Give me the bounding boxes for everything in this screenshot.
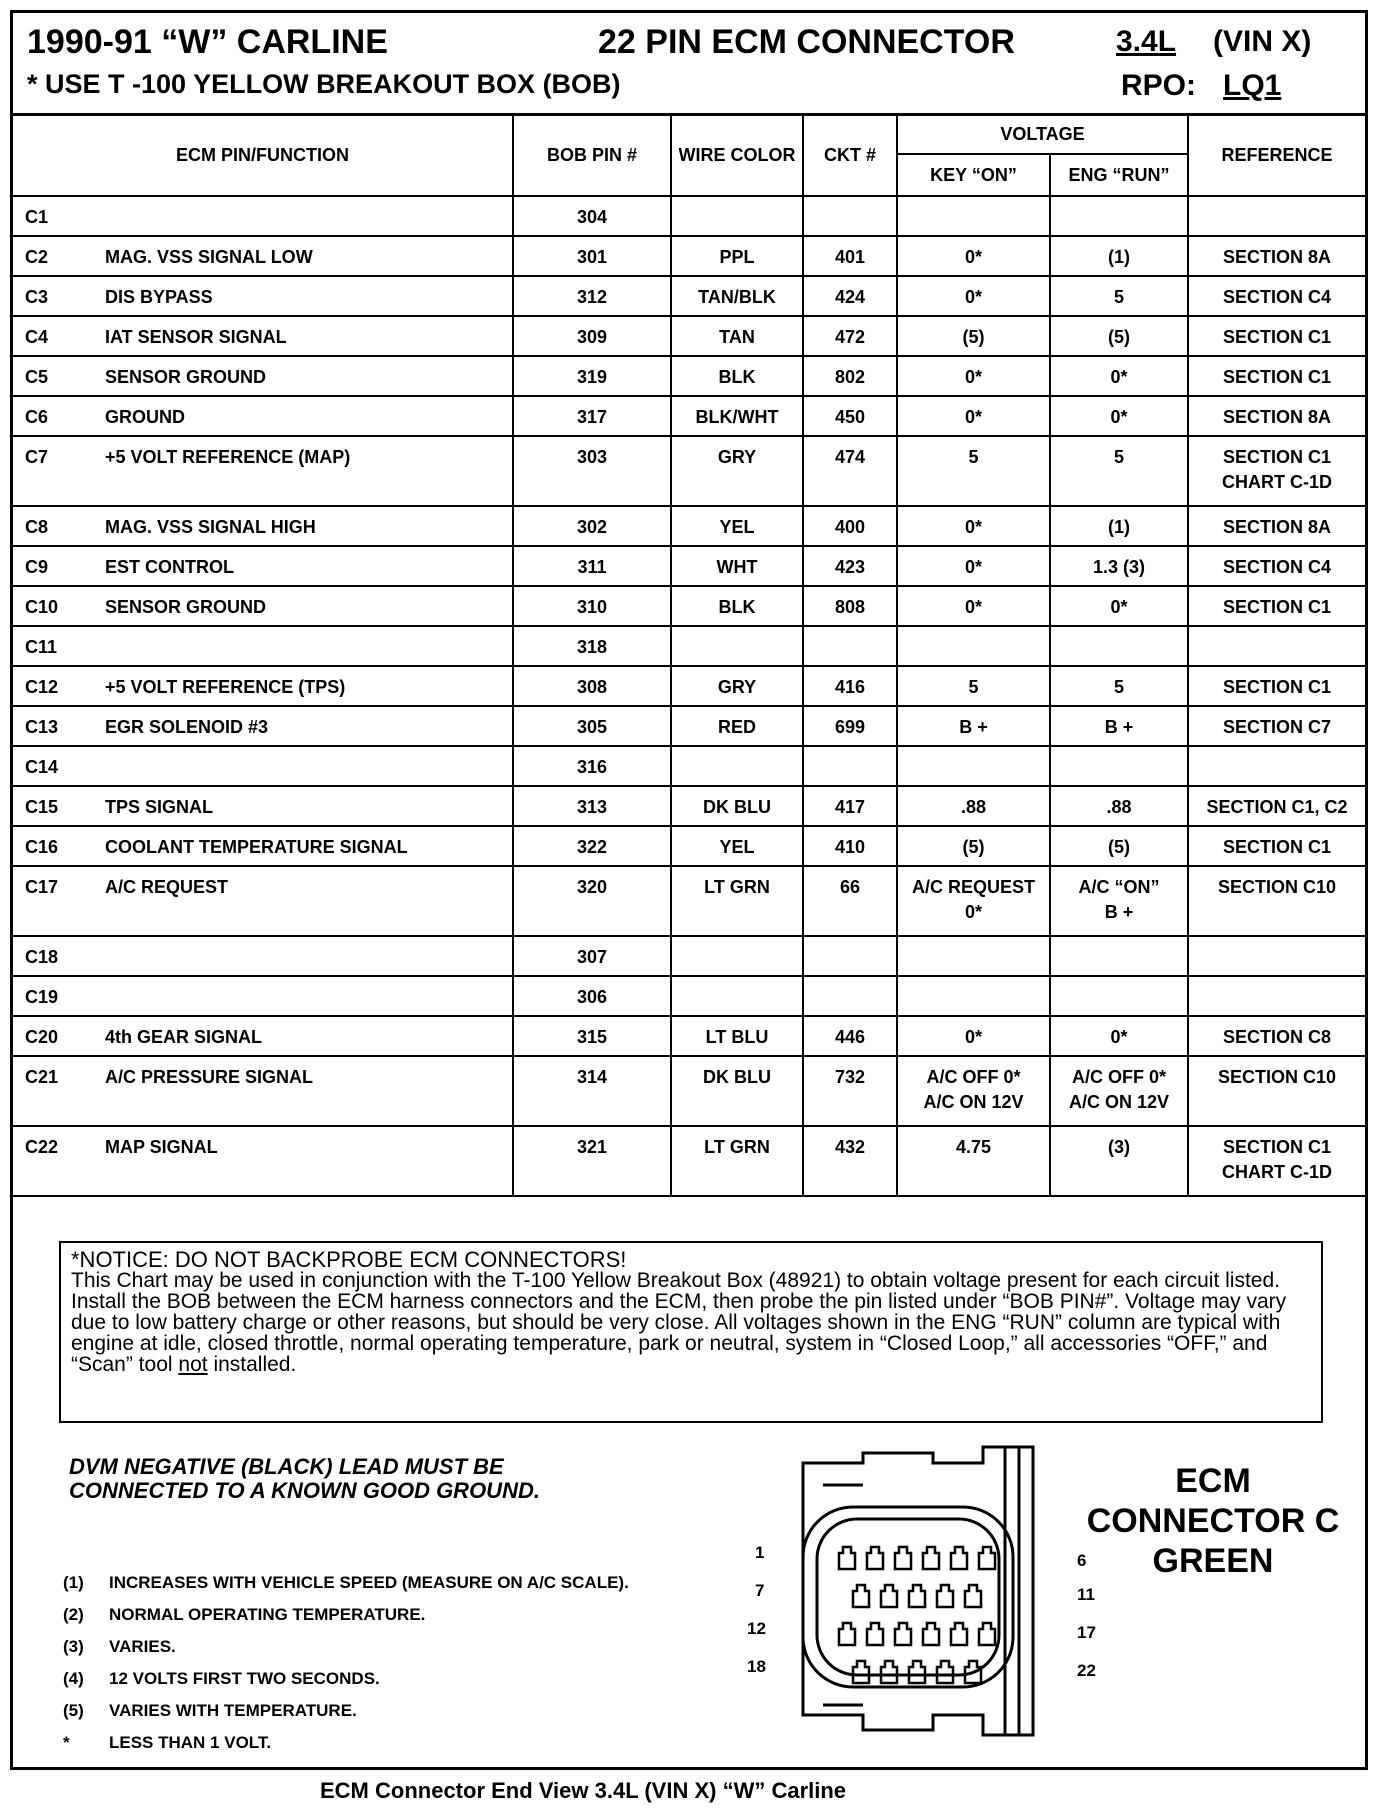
connector-cavity xyxy=(937,1585,953,1607)
eng-run-voltage: 5 xyxy=(1050,276,1188,316)
reference xyxy=(1188,196,1365,236)
bob-pin: 316 xyxy=(513,746,671,786)
pin-label-11: 11 xyxy=(1077,1585,1095,1604)
wire-color xyxy=(671,626,803,666)
table-row xyxy=(13,586,1365,626)
reference: SECTION 8A xyxy=(1188,396,1365,436)
wire-color: BLK xyxy=(671,586,803,626)
key-on-voltage xyxy=(897,626,1050,666)
eng-run-voltage xyxy=(1050,976,1188,1016)
connector-cavity xyxy=(853,1661,869,1683)
footnote: (3) VARIES. xyxy=(63,1637,176,1656)
connector-cavity xyxy=(909,1661,925,1683)
bob-pin: 312 xyxy=(513,276,671,316)
bob-pin: 307 xyxy=(513,936,671,976)
pin-function: C2 MAG. VSS SIGNAL LOW xyxy=(13,236,513,276)
connector-diagram xyxy=(783,1445,1083,1745)
connector-cavity xyxy=(881,1585,897,1607)
key-on-voltage: 0* xyxy=(897,356,1050,396)
wire-color: LT GRN xyxy=(671,866,803,936)
carline-title: 1990-91 “W” CARLINE xyxy=(27,23,388,61)
connector-label: ECM CONNECTOR C GREEN xyxy=(1086,1462,1340,1580)
eng-run-voltage xyxy=(1050,936,1188,976)
pin-function: C5 SENSOR GROUND xyxy=(13,356,513,396)
key-on-voltage: .88 xyxy=(897,786,1050,826)
bob-pin: 311 xyxy=(513,546,671,586)
connector-cavity xyxy=(895,1547,911,1569)
table-row xyxy=(13,866,1365,936)
key-on-voltage xyxy=(897,746,1050,786)
wire-color xyxy=(671,976,803,1016)
notice-body: This Chart may be used in conjunction with the T-100 Yellow Breakout Box (48921) to obtain voltage present for each circuit listed. Install the BOB between the ECM harness connectors and the ECM, then probe the pin listed under “BOB PIN#”. Voltage may vary due to low battery charge or other reasons, but should be very close. All voltages shown in the ENG “RUN” column are typical with engine at idle, closed throttle, normal operating temperature, park or neutral, system in “Closed Loop,” all accessories “OFF,” and “Scan” tool not installed. xyxy=(71,1269,1287,1376)
eng-run-voltage: 0* xyxy=(1050,396,1188,436)
wire-color xyxy=(671,936,803,976)
wire-color: DK BLU xyxy=(671,1056,803,1126)
bob-pin: 302 xyxy=(513,506,671,546)
eng-run-voltage: 0* xyxy=(1050,356,1188,396)
notice-box xyxy=(59,1241,1323,1423)
eng-run-voltage: 1.3 (3) xyxy=(1050,546,1188,586)
bob-pin: 315 xyxy=(513,1016,671,1056)
eng-run-voltage: 5 xyxy=(1050,666,1188,706)
pin-function: C17 A/C REQUEST xyxy=(13,866,513,936)
ckt-number: 450 xyxy=(803,396,897,436)
key-on-voltage: 5 xyxy=(897,666,1050,706)
reference: SECTION 8A xyxy=(1188,506,1365,546)
connector-cavity xyxy=(839,1547,855,1569)
footnote: (5) VARIES WITH TEMPERATURE. xyxy=(63,1701,357,1720)
table-row xyxy=(13,546,1365,586)
pin-label-1: 1 xyxy=(755,1543,765,1562)
bob-pin: 314 xyxy=(513,1056,671,1126)
wire-color: YEL xyxy=(671,826,803,866)
key-on-voltage: 0* xyxy=(897,586,1050,626)
dvm-warning: DVM NEGATIVE (BLACK) LEAD MUST BE CONNECTED TO A KNOWN GOOD GROUND. xyxy=(69,1454,540,1503)
pin-function: C13 EGR SOLENOID #3 xyxy=(13,706,513,746)
bob-pin: 309 xyxy=(513,316,671,356)
bob-pin: 301 xyxy=(513,236,671,276)
bob-pin: 322 xyxy=(513,826,671,866)
ckt-number: 808 xyxy=(803,586,897,626)
table-row xyxy=(13,396,1365,436)
pin-function: C7 +5 VOLT REFERENCE (MAP) xyxy=(13,436,513,506)
ckt-number xyxy=(803,976,897,1016)
key-on-voltage xyxy=(897,196,1050,236)
table-row xyxy=(13,706,1365,746)
reference: SECTION C1 CHART C-1D xyxy=(1188,1126,1365,1196)
pin-function: C20 4th GEAR SIGNAL xyxy=(13,1016,513,1056)
pin-label-7: 7 xyxy=(755,1581,765,1600)
eng-run-voltage: 5 xyxy=(1050,436,1188,506)
bob-pin: 313 xyxy=(513,786,671,826)
eng-run-voltage xyxy=(1050,196,1188,236)
col-voltage: VOLTAGE xyxy=(897,114,1188,154)
key-on-voltage: A/C OFF 0* A/C ON 12V xyxy=(897,1056,1050,1126)
wire-color: WHT xyxy=(671,546,803,586)
connector-cavity xyxy=(867,1547,883,1569)
key-on-voltage: 0* xyxy=(897,236,1050,276)
ckt-number: 699 xyxy=(803,706,897,746)
connector-cavity xyxy=(937,1661,953,1683)
pin-function: C8 MAG. VSS SIGNAL HIGH xyxy=(13,506,513,546)
rpo-label: RPO: xyxy=(1121,69,1196,102)
eng-run-voltage: A/C “ON” B + xyxy=(1050,866,1188,936)
reference: SECTION C1 CHART C-1D xyxy=(1188,436,1365,506)
key-on-voltage: B + xyxy=(897,706,1050,746)
key-on-voltage xyxy=(897,936,1050,976)
eng-run-voltage xyxy=(1050,626,1188,666)
vin-code: (VIN X) xyxy=(1213,25,1312,58)
connector-title: 22 PIN ECM CONNECTOR xyxy=(598,23,1015,61)
key-on-voltage: A/C REQUEST 0* xyxy=(897,866,1050,936)
bob-pin: 320 xyxy=(513,866,671,936)
bob-pin: 304 xyxy=(513,196,671,236)
table-row xyxy=(13,196,1365,236)
reference: SECTION 8A xyxy=(1188,236,1365,276)
pin-function: C21 A/C PRESSURE SIGNAL xyxy=(13,1056,513,1126)
wire-color: BLK/WHT xyxy=(671,396,803,436)
eng-run-voltage: A/C OFF 0* A/C ON 12V xyxy=(1050,1056,1188,1126)
reference xyxy=(1188,976,1365,1016)
notice-title: *NOTICE: DO NOT BACKPROBE ECM CONNECTORS! xyxy=(71,1247,627,1272)
reference: SECTION C1, C2 xyxy=(1188,786,1365,826)
table-row xyxy=(13,1016,1365,1056)
reference: SECTION C10 xyxy=(1188,866,1365,936)
header xyxy=(13,13,1365,116)
ckt-number: 424 xyxy=(803,276,897,316)
wire-color: LT GRN xyxy=(671,1126,803,1196)
bob-pin: 310 xyxy=(513,586,671,626)
pin-label-18: 18 xyxy=(747,1657,766,1676)
pin-function: C16 COOLANT TEMPERATURE SIGNAL xyxy=(13,826,513,866)
key-on-voltage: (5) xyxy=(897,826,1050,866)
eng-run-voltage: (3) xyxy=(1050,1126,1188,1196)
ckt-number: 432 xyxy=(803,1126,897,1196)
table-row xyxy=(13,356,1365,396)
eng-run-voltage: B + xyxy=(1050,706,1188,746)
pin-function: C14 xyxy=(13,746,513,786)
reference: SECTION C1 xyxy=(1188,826,1365,866)
col-key-on: KEY “ON” xyxy=(897,154,1050,196)
ckt-number: 423 xyxy=(803,546,897,586)
pin-function: C10 SENSOR GROUND xyxy=(13,586,513,626)
table-row xyxy=(13,626,1365,666)
reference: SECTION C8 xyxy=(1188,1016,1365,1056)
col-wire-color: WIRE COLOR xyxy=(671,114,803,196)
wire-color: PPL xyxy=(671,236,803,276)
ckt-number: 417 xyxy=(803,786,897,826)
wire-color: RED xyxy=(671,706,803,746)
col-eng-run: ENG “RUN” xyxy=(1050,154,1188,196)
reference: SECTION C1 xyxy=(1188,356,1365,396)
pin-function: C9 EST CONTROL xyxy=(13,546,513,586)
wire-color: TAN/BLK xyxy=(671,276,803,316)
connector-cavity xyxy=(979,1547,995,1569)
col-ckt: CKT # xyxy=(803,114,897,196)
bob-pin: 317 xyxy=(513,396,671,436)
wire-color: YEL xyxy=(671,506,803,546)
pin-function: C18 xyxy=(13,936,513,976)
connector-cavity xyxy=(867,1623,883,1645)
pin-function: C12 +5 VOLT REFERENCE (TPS) xyxy=(13,666,513,706)
table-row xyxy=(13,1056,1365,1126)
reference: SECTION C4 xyxy=(1188,546,1365,586)
connector-cavity xyxy=(965,1585,981,1607)
connector-cavity xyxy=(909,1585,925,1607)
engine-size: 3.4L xyxy=(1116,25,1177,58)
eng-run-voltage: (5) xyxy=(1050,316,1188,356)
pin-function: C11 xyxy=(13,626,513,666)
key-on-voltage: 0* xyxy=(897,1016,1050,1056)
ckt-number xyxy=(803,196,897,236)
connector-cavity xyxy=(951,1623,967,1645)
bob-pin: 318 xyxy=(513,626,671,666)
key-on-voltage xyxy=(897,976,1050,1016)
footnotes xyxy=(63,1573,629,1765)
connector-cavity xyxy=(923,1623,939,1645)
ckt-number: 472 xyxy=(803,316,897,356)
ckt-number xyxy=(803,746,897,786)
eng-run-voltage: 0* xyxy=(1050,586,1188,626)
pin-function: C6 GROUND xyxy=(13,396,513,436)
key-on-voltage: 0* xyxy=(897,396,1050,436)
key-on-voltage: 5 xyxy=(897,436,1050,506)
figure-caption: ECM Connector End View 3.4L (VIN X) “W” Carline xyxy=(320,1778,847,1803)
footnote: * LESS THAN 1 VOLT. xyxy=(63,1733,272,1752)
rpo-code: LQ1 xyxy=(1223,69,1282,102)
reference: SECTION C7 xyxy=(1188,706,1365,746)
table-row xyxy=(13,316,1365,356)
key-on-voltage: 4.75 xyxy=(897,1126,1050,1196)
pin-function: C1 xyxy=(13,196,513,236)
pin-table xyxy=(13,113,1365,1197)
bob-pin: 308 xyxy=(513,666,671,706)
eng-run-voltage xyxy=(1050,746,1188,786)
table-row xyxy=(13,506,1365,546)
pin-function: C22 MAP SIGNAL xyxy=(13,1126,513,1196)
ckt-number: 802 xyxy=(803,356,897,396)
wire-color: DK BLU xyxy=(671,786,803,826)
wire-color: LT BLU xyxy=(671,1016,803,1056)
bob-pin: 321 xyxy=(513,1126,671,1196)
ckt-number: 400 xyxy=(803,506,897,546)
ckt-number xyxy=(803,626,897,666)
table-row xyxy=(13,436,1365,506)
connector-cavity xyxy=(895,1623,911,1645)
pin-function: C19 xyxy=(13,976,513,1016)
key-on-voltage: 0* xyxy=(897,506,1050,546)
table-row xyxy=(13,826,1365,866)
wire-color xyxy=(671,746,803,786)
pinout-sheet xyxy=(10,10,1368,1770)
table-row xyxy=(13,666,1365,706)
table-row xyxy=(13,746,1365,786)
bob-pin: 303 xyxy=(513,436,671,506)
ckt-number: 410 xyxy=(803,826,897,866)
table-row xyxy=(13,236,1365,276)
reference: SECTION C1 xyxy=(1188,666,1365,706)
connector-cavity xyxy=(881,1661,897,1683)
reference: SECTION C10 xyxy=(1188,1056,1365,1126)
connector-cavity xyxy=(853,1585,869,1607)
connector-cavity xyxy=(979,1623,995,1645)
pin-label-17: 17 xyxy=(1077,1623,1096,1642)
reference: SECTION C1 xyxy=(1188,586,1365,626)
connector-cavity xyxy=(839,1623,855,1645)
pin-label-12: 12 xyxy=(747,1619,766,1638)
wire-color: GRY xyxy=(671,436,803,506)
wire-color: TAN xyxy=(671,316,803,356)
ckt-number: 474 xyxy=(803,436,897,506)
eng-run-voltage: (5) xyxy=(1050,826,1188,866)
footnote: (1) INCREASES WITH VEHICLE SPEED (MEASURE ON A/C SCALE). xyxy=(63,1573,629,1592)
connector-cavity xyxy=(951,1547,967,1569)
bob-pin: 305 xyxy=(513,706,671,746)
table-row xyxy=(13,936,1365,976)
wire-color xyxy=(671,196,803,236)
footnote: (4) 12 VOLTS FIRST TWO SECONDS. xyxy=(63,1669,380,1688)
ckt-number: 446 xyxy=(803,1016,897,1056)
eng-run-voltage: (1) xyxy=(1050,236,1188,276)
pin-label-22: 22 xyxy=(1077,1661,1096,1680)
breakout-box-note: * USE T -100 YELLOW BREAKOUT BOX (BOB) xyxy=(27,69,621,99)
col-function: ECM PIN/FUNCTION xyxy=(13,114,513,196)
key-on-voltage: 0* xyxy=(897,276,1050,316)
ckt-number xyxy=(803,936,897,976)
bob-pin: 306 xyxy=(513,976,671,1016)
wire-color: BLK xyxy=(671,356,803,396)
table-row xyxy=(13,1126,1365,1196)
eng-run-voltage: 0* xyxy=(1050,1016,1188,1056)
footnote: (2) NORMAL OPERATING TEMPERATURE. xyxy=(63,1605,426,1624)
bob-pin: 319 xyxy=(513,356,671,396)
key-on-voltage: (5) xyxy=(897,316,1050,356)
ckt-number: 416 xyxy=(803,666,897,706)
table-row xyxy=(13,786,1365,826)
pin-function: C3 DIS BYPASS xyxy=(13,276,513,316)
ckt-number: 732 xyxy=(803,1056,897,1126)
eng-run-voltage: .88 xyxy=(1050,786,1188,826)
eng-run-voltage: (1) xyxy=(1050,506,1188,546)
table-row xyxy=(13,976,1365,1016)
col-bob-pin: BOB PIN # xyxy=(513,114,671,196)
ckt-number: 66 xyxy=(803,866,897,936)
connector-cavity xyxy=(923,1547,939,1569)
reference xyxy=(1188,936,1365,976)
pin-function: C15 TPS SIGNAL xyxy=(13,786,513,826)
reference: SECTION C4 xyxy=(1188,276,1365,316)
col-reference: REFERENCE xyxy=(1188,114,1365,196)
wire-color: GRY xyxy=(671,666,803,706)
reference xyxy=(1188,626,1365,666)
key-on-voltage: 0* xyxy=(897,546,1050,586)
table-row xyxy=(13,276,1365,316)
reference: SECTION C1 xyxy=(1188,316,1365,356)
reference xyxy=(1188,746,1365,786)
ckt-number: 401 xyxy=(803,236,897,276)
pin-label-6: 6 xyxy=(1077,1551,1087,1570)
pin-function: C4 IAT SENSOR SIGNAL xyxy=(13,316,513,356)
